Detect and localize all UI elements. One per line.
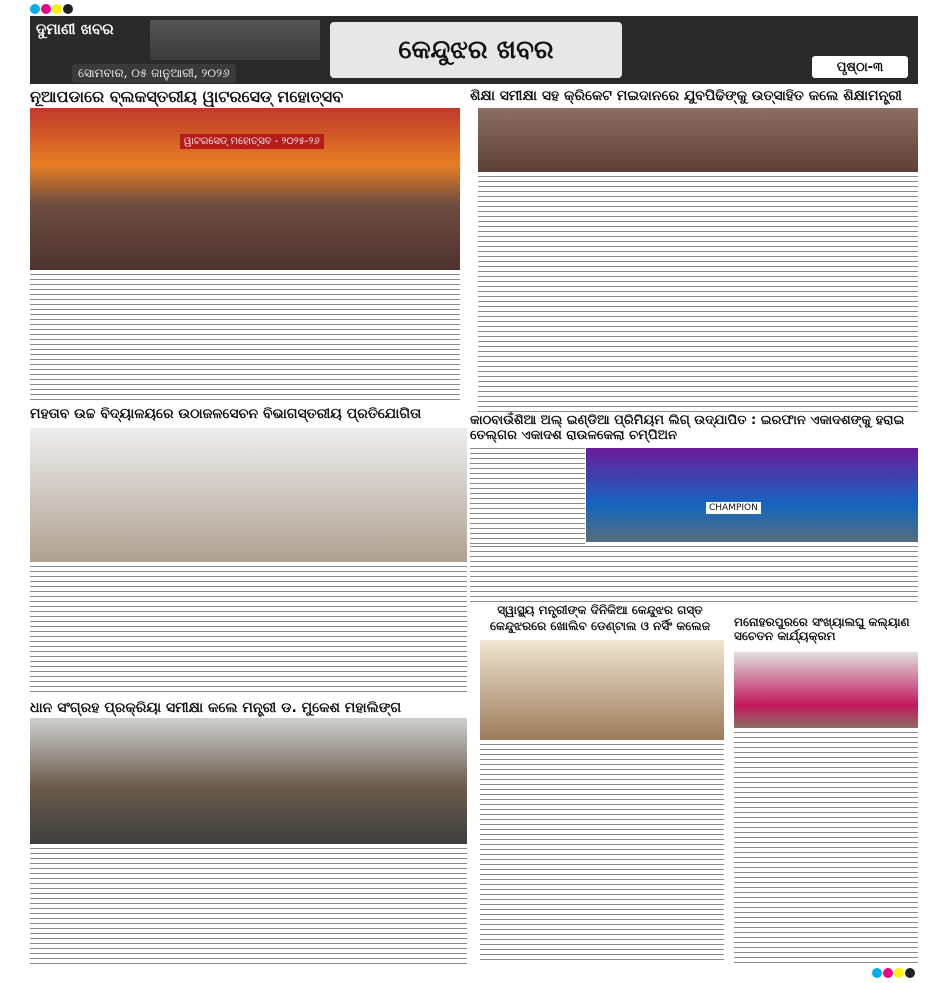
masthead-photo — [150, 20, 320, 60]
league-champion-photo — [586, 448, 918, 542]
paddy-article-text — [30, 848, 467, 966]
headline-dental-college: କେନ୍ଦୁଝରରେ ଖୋଲିବ ଡେଣ୍ଟାଲ ଓ ନର୍ସିଂ କଲେଜ — [489, 619, 711, 633]
headline-manoharpur: ମନୋହରପୁରରେ ସଂଖ୍ୟାଲଘୁ କଲ୍ୟାଣ ସଚେତନ କାର୍ଯ୍ୟକ୍ରମ — [734, 615, 910, 643]
registration-marks-top — [30, 4, 73, 14]
cyan-mark — [872, 968, 882, 978]
yellow-mark — [52, 4, 62, 14]
black-mark — [63, 4, 73, 14]
photo-banner: ୱାଟରସେଡ୍ ମହୋତ୍ସବ - ୨୦୨୫-୨୬ — [180, 134, 324, 149]
section-title: କେନ୍ଦୁଝର ଖବର — [330, 22, 622, 78]
league-article-text-2 — [470, 546, 918, 602]
date-line: ସୋମବାର, ୦୫ ଜାନୁଆରୀ, ୨୦୨୬ — [72, 64, 236, 83]
headline-paddy-procurement: ଧାନ ସଂଗ୍ରହ ପ୍ରକ୍ରିୟା ସମୀକ୍ଷା କଲେ ମନ୍ତ୍ରୀ ଡ. ମୁକେଶ ମହାଲିଙ୍ଗ — [30, 700, 402, 716]
school-article-text — [30, 566, 467, 696]
headline-education-minister: ଶିକ୍ଷା ସମୀକ୍ଷା ସହ କ୍ରିକେଟ ମଇଦାନରେ ଯୁବପିଢିଙ୍କୁ ଉତ୍ସାହିତ କଲେ ଶିକ୍ଷାମନ୍ତ୍ରୀ — [470, 88, 902, 104]
headline-mahatab-school: ମହତାବ ଉଚ୍ଚ ବିଦ୍ୟାଳୟରେ ଉଠାଜଳସେଚନ ବିଭାଗସ୍ତରୀୟ ପ୍ରତିଯୋଗିତା — [30, 406, 422, 422]
league-article-text — [470, 448, 585, 544]
health-minister-photo — [480, 640, 724, 740]
headline-health-minister: ସ୍ୱାସ୍ଥ୍ୟ ମନ୍ତ୍ରୀଙ୍କ ଦିନିକିଆ କେନ୍ଦୁଝର ଗସ୍ତ — [497, 603, 703, 617]
registration-marks-bottom — [872, 968, 915, 978]
black-mark — [905, 968, 915, 978]
school-competition-photo — [30, 428, 467, 562]
magenta-mark — [41, 4, 51, 14]
page-label: ପୃଷ୍ଠା-୩ — [812, 56, 908, 78]
paddy-review-photo — [30, 718, 467, 844]
masthead — [30, 16, 918, 84]
manoharpur-article-text — [734, 732, 918, 964]
watershed-event-photo — [30, 108, 460, 270]
health-article-text — [480, 744, 724, 964]
education-article-text — [478, 176, 918, 412]
watershed-article-text — [30, 274, 460, 402]
headline-premier-league: କାଠବାଉଁଶିଆ ଅଲ୍ ଇଣ୍ଡିଆ ପ୍ରିମିୟମ ଲିଗ୍ ଉଦ୍ଯାପିତ : ଇରଫାନ ଏକାଦଶଙ୍କୁ ହରାଇ ତେଲ୍ଗର ଏକାଦଶ ରାଉଳକେଲା ଚମ୍ପିଅନ — [470, 413, 905, 443]
minority-welfare-photo — [734, 652, 918, 728]
paper-name: ଦୁମାଣୀ ଖବର — [36, 20, 114, 38]
yellow-mark — [894, 968, 904, 978]
cyan-mark — [30, 4, 40, 14]
magenta-mark — [883, 968, 893, 978]
champion-sign: CHAMPION — [706, 502, 761, 514]
cricket-stage-photo — [478, 108, 918, 172]
headline-watershed: ନୂଆପଡାରେ ବ୍ଲକସ୍ତରୀୟ ୱାଟରସେଡ୍ ମହୋତ୍ସବ — [30, 87, 344, 106]
